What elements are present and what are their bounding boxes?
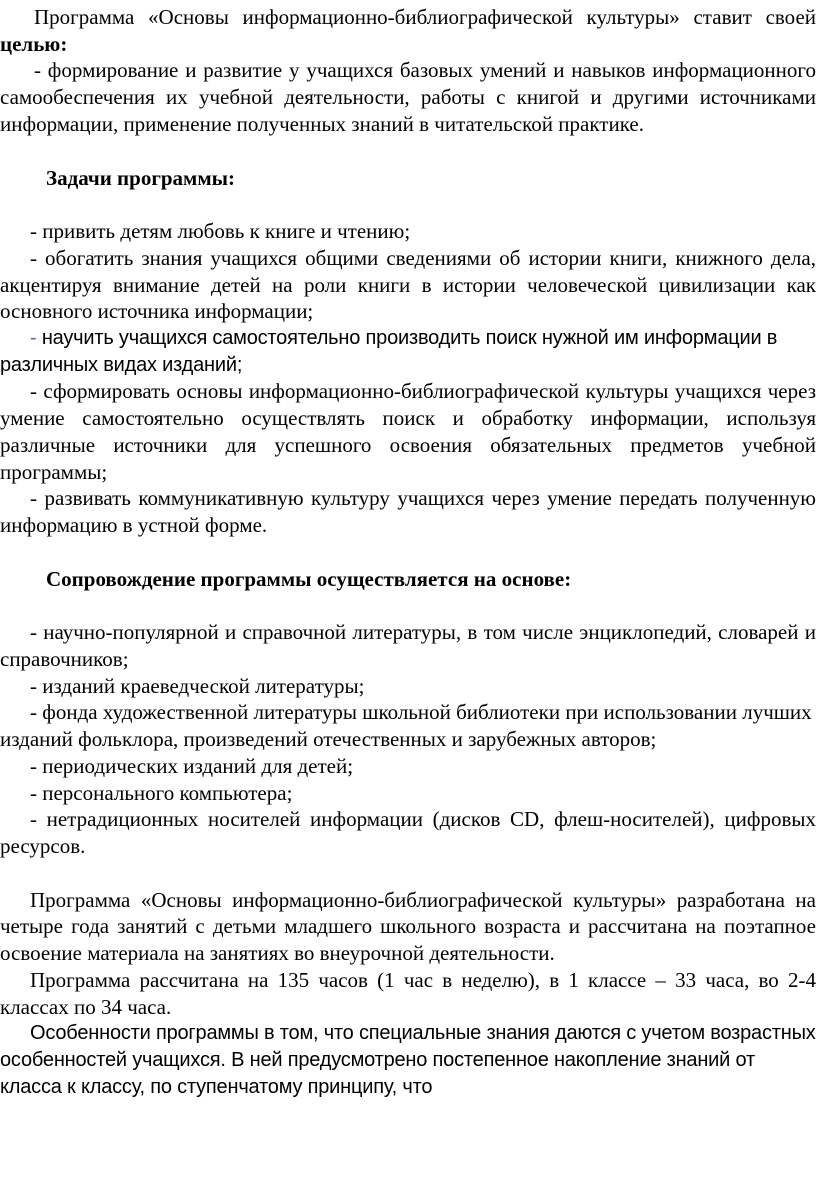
- task-item-text: научить учащихся самостоятельно производить поиск нужной им информации в различных видах изданий;: [0, 327, 778, 376]
- task-item: - обогатить знания учащихся общими сведениями об истории книги, книжного дела, акцентируя внимание детей на роли книги в истории человеческой цивилизации как основного источника информации;: [0, 245, 816, 324]
- support-item: - нетрадиционных носителей информации (дисков CD, флеш-носителей), цифровых ресурсов.: [0, 807, 816, 858]
- support-item: - фонда художественной литературы школьной библиотеки при использовании лучших изданий фольклора, произведений отечественных и зарубежных авторов;: [0, 700, 812, 752]
- goal-label: целью:: [0, 31, 68, 56]
- closing-paragraph: Программа рассчитана на 135 часов (1 час в неделю), в 1 классе – 33 часа, во 2-4 классах по 34 часа.: [0, 967, 816, 1019]
- support-item: - изданий краеведческой литературы;: [30, 673, 365, 698]
- intro-text: Программа «Основы информационно-библиографической культуры» ставит своей: [34, 5, 816, 29]
- tasks-heading: Задачи программы:: [46, 165, 236, 190]
- closing-paragraph: Программа «Основы информационно-библиографической культуры» разработана на четыре года занятий с детьми младшего школьного возраста и рассчитана на поэтапное освоение материала на занятиях во внеурочной деятельности.: [0, 887, 816, 966]
- goal-paragraph: - формирование и развитие у учащихся базовых умений и навыков информационного самообеспечения их учебной деятельности, работы с книгой и другими источниками информации, применение полученных знаний в читательской практике.: [0, 58, 816, 136]
- support-item: - персонального компьютера;: [30, 780, 293, 805]
- task-item: - сформировать основы информационно-библиографической культуры учащихся через умение самостоятельно осуществлять поиск и обработку информации, используя различные источники для успешного освоения обязательных предметов учебной программы;: [0, 379, 816, 484]
- document-page: [0, 4, 816, 1100]
- closing-paragraph: Особенности программы в том, что специальные знания даются с учетом возрастных особенностей учащихся. В ней предусмотрено постепенное накопление знаний от класса к классу, по ступенчатому принципу, что: [0, 1022, 816, 1098]
- support-heading: Сопровождение программы осуществляется на основе:: [46, 566, 572, 591]
- task-dash: -: [30, 327, 37, 350]
- task-item: [0, 325, 816, 378]
- support-item: - периодических изданий для детей;: [30, 753, 354, 778]
- intro-paragraph: [0, 4, 816, 57]
- support-item: - научно-популярной и справочной литературы, в том числе энциклопедий, словарей и справочников;: [0, 620, 816, 672]
- task-item: - привить детям любовь к книге и чтению;: [30, 219, 411, 244]
- task-item: - развивать коммуникативную культуру учащихся через умение передать полученную информацию в устной форме.: [0, 486, 816, 537]
